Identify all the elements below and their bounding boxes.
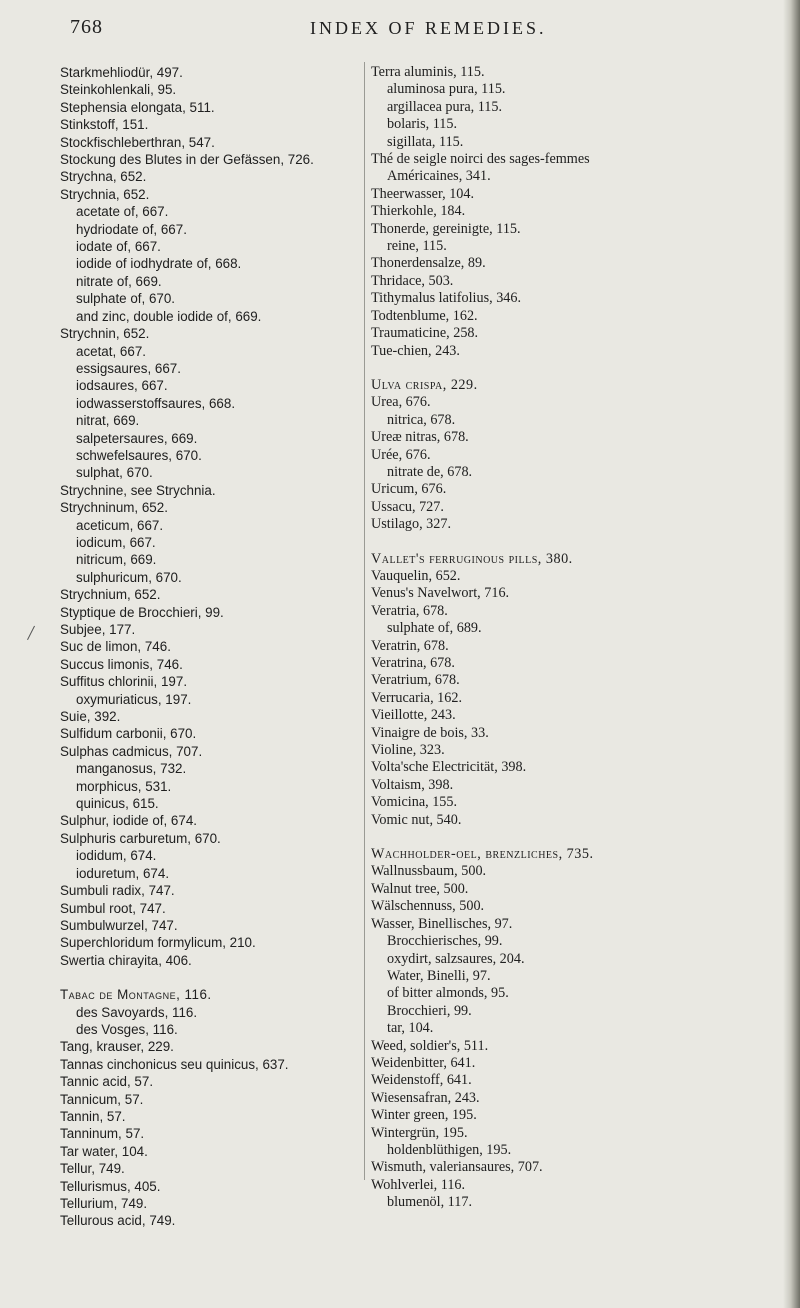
index-entry: Stockung des Blutes in der Gefässen, 726. <box>60 152 314 168</box>
index-subentry: sigillata, 115. <box>387 133 464 150</box>
index-subentry: sulphate of, 689. <box>387 620 482 637</box>
index-subentry: sulphate of, 670. <box>76 291 176 307</box>
index-entry: Starkmehliodür, 497. <box>60 65 183 80</box>
index-subentry: tar, 104. <box>387 1020 434 1037</box>
index-subentry: morphicus, 531. <box>76 778 172 794</box>
index-entry: Urea, 676. <box>371 394 431 411</box>
index-subentry: nitricum, 669. <box>76 552 157 568</box>
index-entry: Todtenblume, 162. <box>371 307 478 324</box>
index-subentry: oxydirt, salzsaures, 204. <box>387 950 525 967</box>
index-subentry: hydriodate of, 667. <box>76 221 187 237</box>
page-header <box>0 10 800 40</box>
index-column-left <box>60 64 360 1230</box>
index-entry: Tue-chien, 243. <box>371 342 460 359</box>
index-entry: Suc de limon, 746. <box>60 639 171 655</box>
index-entry: Strychna, 652. <box>60 169 147 185</box>
index-entry: Tabac de Montagne, 116. <box>60 987 212 1003</box>
index-entry: Weidenstoff, 641. <box>371 1072 472 1089</box>
index-subentry: des Savoyards, 116. <box>76 1004 198 1020</box>
index-entry: Winter green, 195. <box>371 1107 477 1124</box>
index-entry: Sulphuris carburetum, 670. <box>60 830 221 846</box>
index-entry: Urée, 676. <box>371 446 431 463</box>
index-subentry: acetat, 667. <box>76 343 146 359</box>
index-entry: Thierkohle, 184. <box>371 203 466 220</box>
index-entry: Sulfidum carbonii, 670. <box>60 726 197 742</box>
index-entry: Thonerde, gereinigte, 115. <box>371 220 521 237</box>
index-entry: Vinaigre de bois, 33. <box>371 724 489 741</box>
index-entry: Subjee, 177. <box>60 622 136 637</box>
index-column-right <box>371 64 796 1212</box>
index-subentry: aceticum, 667. <box>76 517 164 533</box>
index-entry: Strychninum, 652. <box>60 500 168 516</box>
index-entry: Tannas cinchonicus seu quinicus, 637. <box>60 1056 289 1072</box>
index-subentry: nitrate of, 669. <box>76 273 162 289</box>
running-title: INDEX OF REMEDIES. <box>310 18 547 38</box>
index-entry: Strychnium, 652. <box>60 587 161 603</box>
index-entry: Violine, 323. <box>371 742 445 759</box>
index-entry: Tar water, 104. <box>60 1143 148 1159</box>
index-entry: Voltaism, 398. <box>371 776 454 793</box>
index-entry: Swertia chirayita, 406. <box>60 952 192 968</box>
index-entry: Tanninum, 57. <box>60 1126 145 1142</box>
index-subentry: iodicum, 667. <box>76 534 156 550</box>
index-entry: Wohlverlei, 116. <box>371 1176 466 1193</box>
index-subentry: iodidum, 674. <box>76 848 157 864</box>
index-entry: Steinkohlenkali, 95. <box>60 82 177 98</box>
index-entry: Stephensia elongata, 511. <box>60 99 215 115</box>
index-entry: Strychnin, 652. <box>60 326 150 342</box>
index-entry: Wachholder-oel, brenzliches, 735. <box>371 846 594 863</box>
index-entry: Wasser, Binellisches, 97. <box>371 915 513 932</box>
index-entry: Tithymalus latifolius, 346. <box>371 290 522 307</box>
index-subentry: iodwasserstoffsaures, 668. <box>76 395 236 411</box>
index-subentry: of bitter almonds, 95. <box>387 985 509 1002</box>
index-subentry: schwefelsaures, 670. <box>76 447 202 463</box>
index-entry: Thé de seigle noirci des sages-femmes <box>371 151 590 168</box>
index-entry: Vallet's ferruginous pills, 380. <box>371 550 573 567</box>
index-subentry: nitrat, 669. <box>76 413 140 429</box>
index-entry: Wintergrün, 195. <box>371 1124 468 1141</box>
index-entry: Tannin, 57. <box>60 1108 126 1124</box>
index-entry: Tellur, 749. <box>60 1161 125 1177</box>
index-entry: Uricum, 676. <box>371 481 447 498</box>
index-subentry: sulphat, 670. <box>76 465 153 481</box>
index-entry: Verrucaria, 162. <box>371 689 462 706</box>
index-subentry: bolaris, 115. <box>387 116 458 133</box>
index-entry: Styptique de Brocchieri, 99. <box>60 604 224 620</box>
index-entry: Stinkstoff, 151. <box>60 117 149 133</box>
index-entry: Succus limonis, 746. <box>60 656 183 672</box>
index-subentry: nitrica, 678. <box>387 411 456 428</box>
index-entry: Vomic nut, 540. <box>371 811 462 828</box>
index-subentry: iodate of, 667. <box>76 239 161 255</box>
index-entry: Ulva crispa, 229. <box>371 376 478 393</box>
index-entry: Tellurous acid, 749. <box>60 1213 176 1229</box>
index-entry: Vieillotte, 243. <box>371 707 456 724</box>
index-entry: Thridace, 503. <box>371 272 454 289</box>
index-subentry: nitrate de, 678. <box>387 463 473 480</box>
index-entry: Wälschennuss, 500. <box>371 898 485 915</box>
index-entry: Strychnine, see Strychnia. <box>60 482 216 498</box>
index-entry: Tannicum, 57. <box>60 1091 144 1107</box>
index-subentry: iodsaures, 667. <box>76 378 168 394</box>
index-entry: Wismuth, valeriansaures, 707. <box>371 1159 543 1176</box>
index-entry: Venus's Navelwort, 716. <box>371 585 510 602</box>
index-entry: Thonerdensalze, 89. <box>371 255 486 272</box>
index-entry: Terra aluminis, 115. <box>371 64 485 80</box>
index-subentry: Américaines, 341. <box>387 168 491 185</box>
index-entry: Weed, soldier's, 511. <box>371 1037 489 1054</box>
index-subentry: quinicus, 615. <box>76 796 159 812</box>
page-number: 768 <box>70 16 103 38</box>
index-entry: Veratria, 678. <box>371 602 448 619</box>
index-entry: Veratrin, 678. <box>371 637 449 654</box>
index-entry: Theerwasser, 104. <box>371 185 475 202</box>
index-subentry: Water, Binelli, 97. <box>387 967 491 984</box>
index-entry: Sumbulwurzel, 747. <box>60 917 178 933</box>
index-entry: Sumbul root, 747. <box>60 900 166 916</box>
index-entry: Veratrina, 678. <box>371 655 455 671</box>
index-entry: Sumbuli radix, 747. <box>60 883 175 899</box>
index-subentry: oxymuriaticus, 197. <box>76 691 192 707</box>
index-subentry: aluminosa pura, 115. <box>387 81 506 98</box>
index-entry: Sulphur, iodide of, 674. <box>60 813 197 829</box>
index-subentry: acetate of, 667. <box>76 204 169 220</box>
index-entry: Sulphas cadmicus, 707. <box>60 743 203 759</box>
index-subentry: salpetersaures, 669. <box>76 430 198 446</box>
index-entry: Ustilago, 327. <box>371 516 451 533</box>
index-subentry: ioduretum, 674. <box>76 865 170 881</box>
index-entry: Vauquelin, 652. <box>371 567 461 584</box>
index-subentry: and zinc, double iodide of, 669. <box>76 308 262 324</box>
index-entry: Weidenbitter, 641. <box>371 1054 476 1071</box>
index-subentry: essigsaures, 667. <box>76 360 181 376</box>
index-entry: Tang, krauser, 229. <box>60 1039 174 1055</box>
index-subentry: holdenblüthigen, 195. <box>387 1141 512 1158</box>
index-entry: Superchloridum formylicum, 210. <box>60 935 256 951</box>
index-entry: Walnut tree, 500. <box>371 880 469 897</box>
index-entry: Veratrium, 678. <box>371 672 460 689</box>
index-entry: Vomicina, 155. <box>371 794 458 811</box>
column-divider <box>364 62 365 1180</box>
index-entry: Tellurismus, 405. <box>60 1178 161 1194</box>
index-entry: Tannic acid, 57. <box>60 1074 154 1090</box>
index-subentry: des Vosges, 116. <box>76 1021 178 1037</box>
index-entry: Suffitus chlorinii, 197. <box>60 674 188 690</box>
index-entry: Ureæ nitras, 678. <box>371 429 469 446</box>
index-subentry: manganosus, 732. <box>76 761 187 777</box>
index-subentry: Brocchierisches, 99. <box>387 933 503 950</box>
pencil-mark: / <box>26 619 36 646</box>
index-subentry: Brocchieri, 99. <box>387 1002 472 1019</box>
index-subentry: blumenöl, 117. <box>387 1194 472 1211</box>
index-entry: Strychnia, 652. <box>60 186 150 202</box>
index-subentry: iodide of iodhydrate of, 668. <box>76 256 242 272</box>
index-subentry: argillacea pura, 115. <box>387 98 503 115</box>
index-entry: Suie, 392. <box>60 709 121 725</box>
index-entry: Traumaticine, 258. <box>371 325 479 342</box>
index-subentry: sulphuricum, 670. <box>76 569 182 585</box>
page-edge-shadow <box>783 0 800 1308</box>
index-subentry: reine, 115. <box>387 238 447 255</box>
index-entry: Ussacu, 727. <box>371 498 444 515</box>
index-entry: Wiesensafran, 243. <box>371 1089 480 1106</box>
index-entry: Volta'sche Electricität, 398. <box>371 759 527 776</box>
index-entry: Stockfischleberthran, 547. <box>60 134 215 150</box>
index-entry: Wallnussbaum, 500. <box>371 863 487 880</box>
index-entry: Tellurium, 749. <box>60 1196 148 1211</box>
